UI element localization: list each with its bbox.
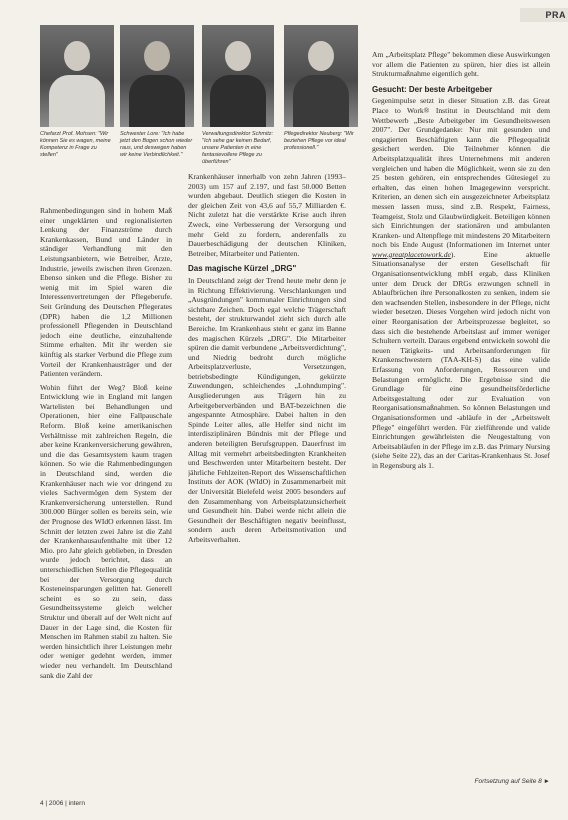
body-paragraph: Wohin führt der Weg? Bloß keine Entwicklung wie in England mit langen Wartelisten bei Behandlungen und Operationen, hier eine Fallpauschale Reform. Bloß keine amerikanischen Verhältnisse mit zahlreichen Regeln, die aber keine Krankenversicherung gewähren, und die das Gesamtsystem kaum tragen können. So wie die Rahmenbedingungen in Deutschland sind, werden die Krankenhäuser nach wie vor dringend zu vieles Sachvermögen dem System der Krankenversicherung unterstellen. Rund 300.000 Bürger sollen es bereits sein, wie der Prognose des WIdO erkennen lässt. Im Schnitt der letzten zwei Jahre ist die Zahl der Krankenhausaufenthalte mit über 12 Mio. pro Jahr gleich geblieben, in Dresden wurde jedoch berichtet, dass an unterschiedlichen Stellen die Pflegequalität bei der Versorgung durch Kosteneinsparungen gelitten hat. Generell scheint es so zu sein, dass Gesundheitssysteme gleich welcher Struktur und überall auf der Welt nicht auf Dauer in der Lage sind, die Kosten für Menschen im Rahmen stabil zu halten. Sie werden hinsichtlich ihrer Leistungen mehr oder weniger gedehnt werden, immer wieder neu verhandelt. Im Deutschland sank die Zahl der — [40, 382, 172, 680]
text-column-2 — [188, 172, 346, 794]
paragraph-text: Gegenimpulse setzt in dieser Situation z.B. das Great Place to Work® Institut in Deutschland mit dem Wettbewerb „Beste Arbeitgeber im Gesundheitswesen 2007". Der Grundgedanke: Nur mit gesunden und engagierten Beschäftigten kann die Pflegequalität gesichert werden. Die Teilnehmer können die Arbeitsplatzqualität ihres Unternehmens mit anderen vergleichen und haben die Möglichkeit, wenn sie zu den 25 besten gehören, ein entsprechendes Gütesiegel zu erhalten, das einen hohen Imagegewinn verspricht. Kriterien, an denen sich ein ausgezeichneter Arbeitsplatz messen lassen muss, sind z.B. Respekt, Fairness, Teamgeist, Stolz und Glaubwürdigkeit. Beteiligen können sich Einrichtungen der stationären und ambulanten Kranken- und Altenpflege mit mindestens 20 Mitarbeitern noch bis Ende August (Informationen im Internet unter — [372, 96, 550, 250]
photo-schwester — [120, 25, 194, 127]
body-paragraph — [372, 96, 550, 470]
section-heading: Gesucht: Der beste Arbeitgeber — [372, 84, 493, 94]
section-heading: Das magische Kürzel „DRG" — [188, 264, 297, 274]
photo-caption: Pflegedirektor Neuberg: "Wir beziehen Pflege vor ideal professionell." — [284, 131, 354, 151]
photo-caption: Verwaltungsdirektor Schmitz: "Ich sehe gar keinen Bedarf, unsere Patienten in eine fantasievollere Pflege zu überführen" — [202, 131, 274, 165]
section-tag: PRA — [520, 8, 568, 22]
page-footer: 4 | 2006 | intern — [40, 800, 85, 807]
person-body — [129, 75, 185, 127]
photo-verwaltungsdirektor — [202, 25, 274, 127]
continuation-note: Fortsetzung auf Seite 8 ► — [474, 778, 550, 785]
photo-pflegedirektor — [284, 25, 358, 127]
body-paragraph: Krankenhäuser innerhalb von zehn Jahren (1993–2003) um 157 auf 2.197, und fast 50.000 Betten wurden abgebaut. Deutlich stiegen die Kosten in der gleichen Zeit von 43,6 auf 55,7 Milliarden €. Nicht zuletzt hat die verstärkte Krise auch ihren Zweck, eine Verbesserung der Versorgung und mehr Geld zu fordern, anderenfalls zu Dauerbeschädigung der deutschen Kliniken, Betreiber, Mitarbeiter und Patienten. — [188, 172, 346, 258]
photo-strip — [40, 25, 358, 127]
person-head — [308, 41, 334, 71]
body-paragraph: Am „Arbeitsplatz Pflege" bekommen diese Auswirkungen vor allem die Patienten zu spüren, hier dies ist allein Strukturmaßnahme eigentlich geht. — [372, 50, 550, 79]
person-body — [293, 75, 349, 127]
photo-caption: Schwester Lore: "Ich habe jetzt den Bogen schon wieder raus, und deswegen haben wir keine Verbindlichkeit." — [120, 131, 193, 158]
person-head — [144, 41, 170, 71]
person-head — [64, 41, 90, 71]
text-column-3 — [372, 50, 550, 776]
body-paragraph: In Deutschland zeigt der Trend heute mehr denn je in Richtung Effektivierung. Verschlankungen und „Ausgründungen" kommunaler Einrichtungen sind sichtbare Zeichen. Doch egal welche Trägerschaft besteht, der strukturwandel zieht sich durch alle Bereiche. Im Krankenhaus steht er ganz im Banne des magischen Kürzels „DRG". Die Mitarbeiter spüren die damit verbundene „Arbeitsverdichtung", und Niedrig bedroht durch mögliche Arbeitsplatzverluste, Versetzungen, betriebsbedingte Kündigungen, gekürzte Zuwendungen, schleichendes „Lohndumping". Ausgliederungen aus Trägern hin zu Arbeitgeberverbänden und BAT-bezeichnen die angespannte Atmosphäre. Dabei halten in den Spinde Leiter alles, alle Helfer sind nicht im interdisziplinären Bündnis mit der Pflege und anderen beteiligten Berufsgruppen. Dauerfrust im Alltag mit vermehrt arbeitsbedingten Krankheiten und Beschwerden unter Mitarbeitern besteht. Der jährliche Fehlzeiten-Report des Wissenschaftlichen Instituts der AOK (WIdO) in Zusammenarbeit mit der Universität Bielefeld weist 2005 besonders auf den Zusammenhang von Arbeitsplatzunsicherheit und Gesundheit hin. Dabei werde nicht allein die Gesundheit der Beschäftigten negativ beeinflusst, sondern auch deren Arbeitsmotivation und Arbeitsverhalten. — [188, 275, 346, 544]
text-column-1 — [40, 206, 172, 794]
person-head — [225, 41, 251, 71]
paragraph-text: ). Eine aktuelle Situationsanalyse der ersten Gesellschaft für Organisationsentwicklung mbH ergab, dass Kliniken unter dem Druck der DRGs erzwungen schnell in Ablaufbrüchen ihre Personalkosten zu senken, indem sie den wachsenden Stellen, insbesondere in der Pflege, nicht wieder besetzen. Dieses Vorgehen wird jedoch nicht von einer Reorganisation der Arbeitsprozesse begleitet, so dass sich die bestehende Arbeitslast auf immer weniger Schultern verteilt. Daraus ergebend entwickeln sowohl die neuen Tätigkeits- und Arbeitsanforderungen für Krankenschwestern (TAA-KH-S) das eine valide Erfassung von Anforderungen, Ressourcen und Belastungen ermöglicht. Die Ergebnisse sind die Grundlage für eine gesundheitsförderliche Arbeitsgestaltung oder zur Evaluation von Reorganisationsmaßnahmen. So können Belastungen und Organisationsformen und -abläufe in der „Arbeitswelt Pflege" eingeführt werden. Für zielführende und valide Einrichtungen gewährleisten die Neugestaltung von Arbeitsabläufen in der Pflege im z.B. das Primary Nursing (siehe Seite 22), das an der Caritas-Krankenhaus St. Josef in Regensburg als 1. — [372, 249, 550, 470]
website-link[interactable]: www.greatplacetowork.de — [372, 249, 451, 259]
person-body — [49, 75, 105, 127]
photo-caption: Chefarzt Prof. Mohsen: "Wir können Sie es wagen, meine Kompetenz in Frage zu stellen" — [40, 131, 111, 158]
person-body — [210, 75, 266, 127]
body-paragraph: Rahmenbedingungen sind in hohem Maß einer ungeklärten und regionalisierten Lenkung der Finanzströme durch Krankenkassen, Bund und Länder in ständiger Verhandlung mit den Leistungsanbietern, wie Betreiber, Ärzte, Industrie, jeweils zwischen ihren Grenzen. Ebenso sinken und die Pflege. Bisher zu wenig mit im Spiel waren die Interessenvertretungen der Pflegeberufe. Seit Gründung des Deutschen Pflegerates (DPR) haben die 1,2 Millionen professionell Pflegenden in Deutschland jedoch eine deutliche, einzuhaltende Stimme erhalten. Mit ihr werden sie künftig als starker Verbund die Pflege zum Vorteil der Krankenhausträger und der Patienten verändern. — [40, 206, 172, 379]
photo-chefarzt — [40, 25, 114, 127]
